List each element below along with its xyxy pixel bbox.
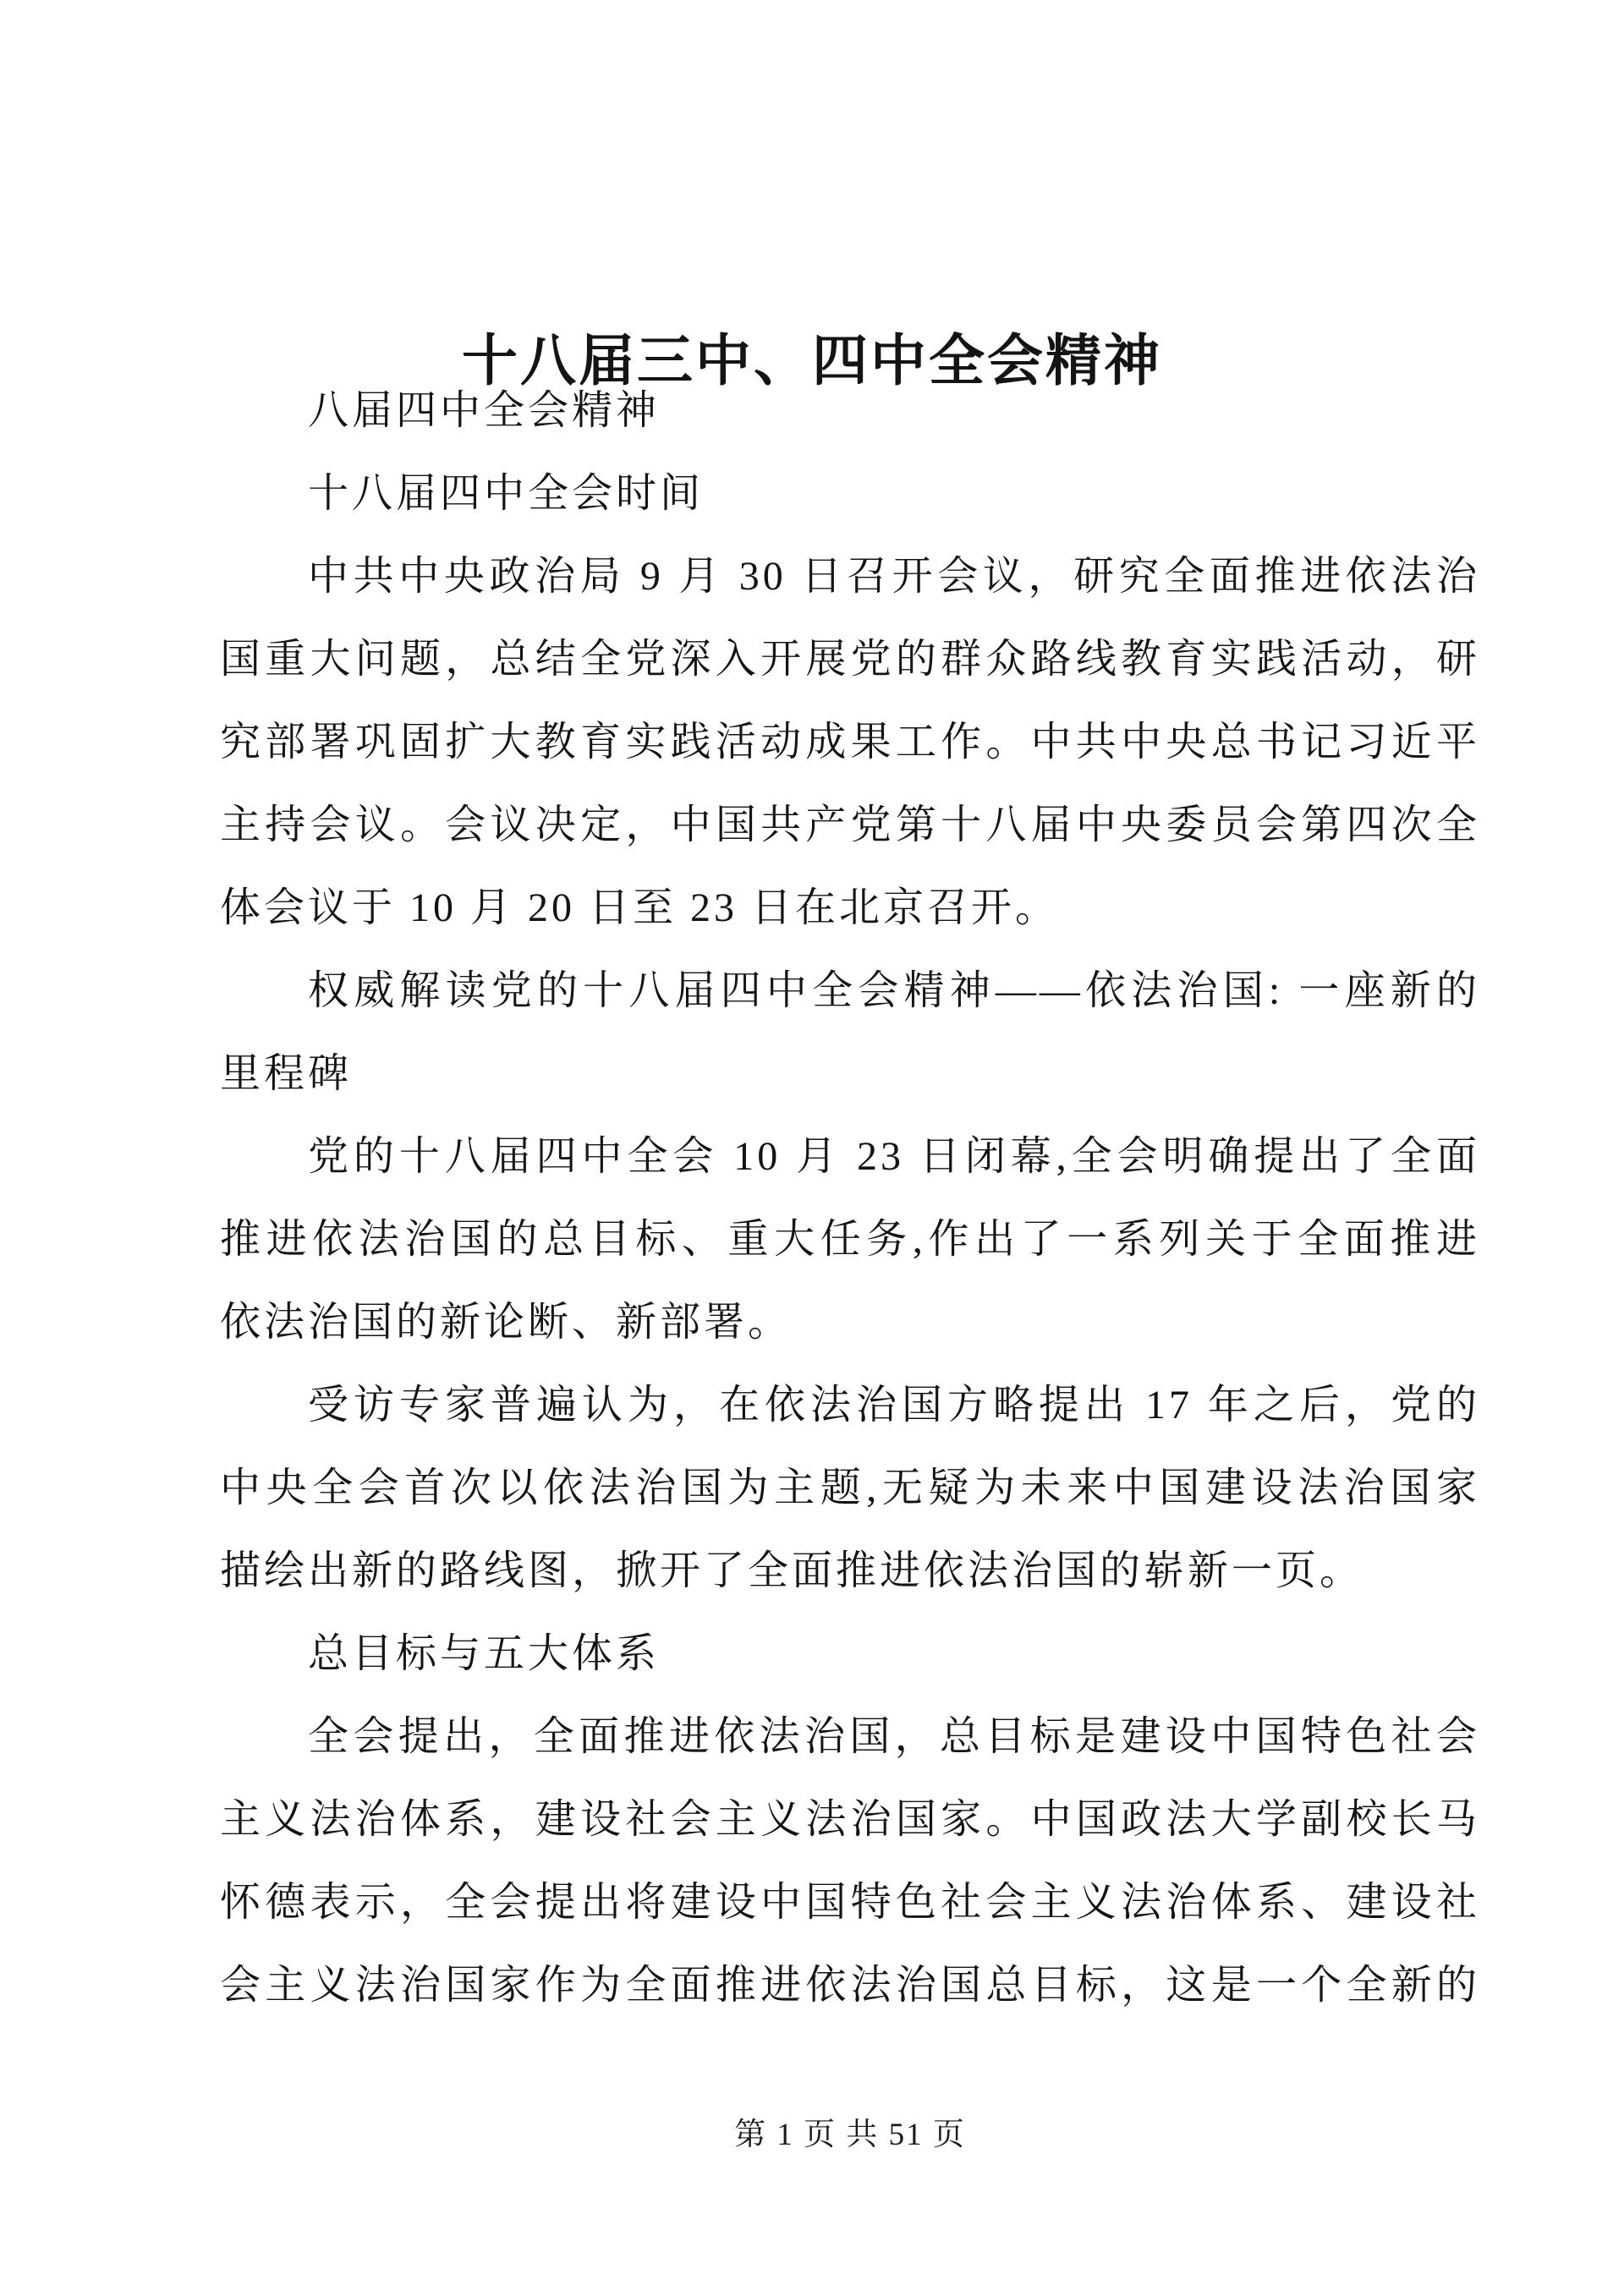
page-number: 第 1 页 共 51 页 [734, 2118, 966, 2152]
body-line: 体会议于 10 月 20 日至 23 日在北京召开。 [220, 885, 1060, 930]
body-line: 中央全会首次以依法治国为主题,无疑为未来中国建设法治国家 [220, 1466, 1480, 1510]
body-line: 究部署巩固扩大教育实践活动成果工作。中共中央总书记习近平 [220, 720, 1480, 764]
body-line: 描绘出新的路线图，掀开了全面推进依法治国的崭新一页。 [220, 1548, 1364, 1593]
body-line: 党的十八届四中全会 10 月 23 日闭幕,全会明确提出了全面 [308, 1134, 1480, 1179]
body-line: 依法治国的新论断、新部署。 [220, 1300, 793, 1345]
body-line: 怀德表示，全会提出将建设中国特色社会主义法治体系、建设社 [220, 1880, 1480, 1925]
document-title: 十八届三中、四中全会精神 [462, 331, 1162, 393]
body-line: 国重大问题，总结全党深入开展党的群众路线教育实践活动，研 [220, 637, 1480, 682]
body-line: 里程碑 [220, 1051, 353, 1096]
body-line: 推进依法治国的总目标、重大任务,作出了一系列关于全面推进 [220, 1217, 1480, 1262]
document-body [220, 370, 1480, 2027]
body-line: 主义法治体系，建设社会主义法治国家。中国政法大学副校长马 [220, 1797, 1480, 1842]
body-line: 主持会议。会议决定，中国共产党第十八届中央委员会第四次全 [220, 803, 1480, 847]
body-line: 会主义法治国家作为全面推进依法治国总目标，这是一个全新的 [220, 1963, 1480, 2008]
body-line: 十八届四中全会时间 [308, 471, 705, 516]
body-line: 八届四中全会精神 [308, 388, 661, 433]
body-line: 权威解读党的十八届四中全会精神——依法治国: 一座新的 [308, 968, 1480, 1013]
body-line: 总目标与五大体系 [308, 1631, 661, 1676]
body-line: 全会提出，全面推进依法治国，总目标是建设中国特色社会 [308, 1714, 1480, 1759]
body-line: 受访专家普遍认为，在依法治国方略提出 17 年之后，党的 [308, 1383, 1480, 1427]
body-line: 中共中央政治局 9 月 30 日召开会议，研究全面推进依法治 [308, 554, 1480, 599]
